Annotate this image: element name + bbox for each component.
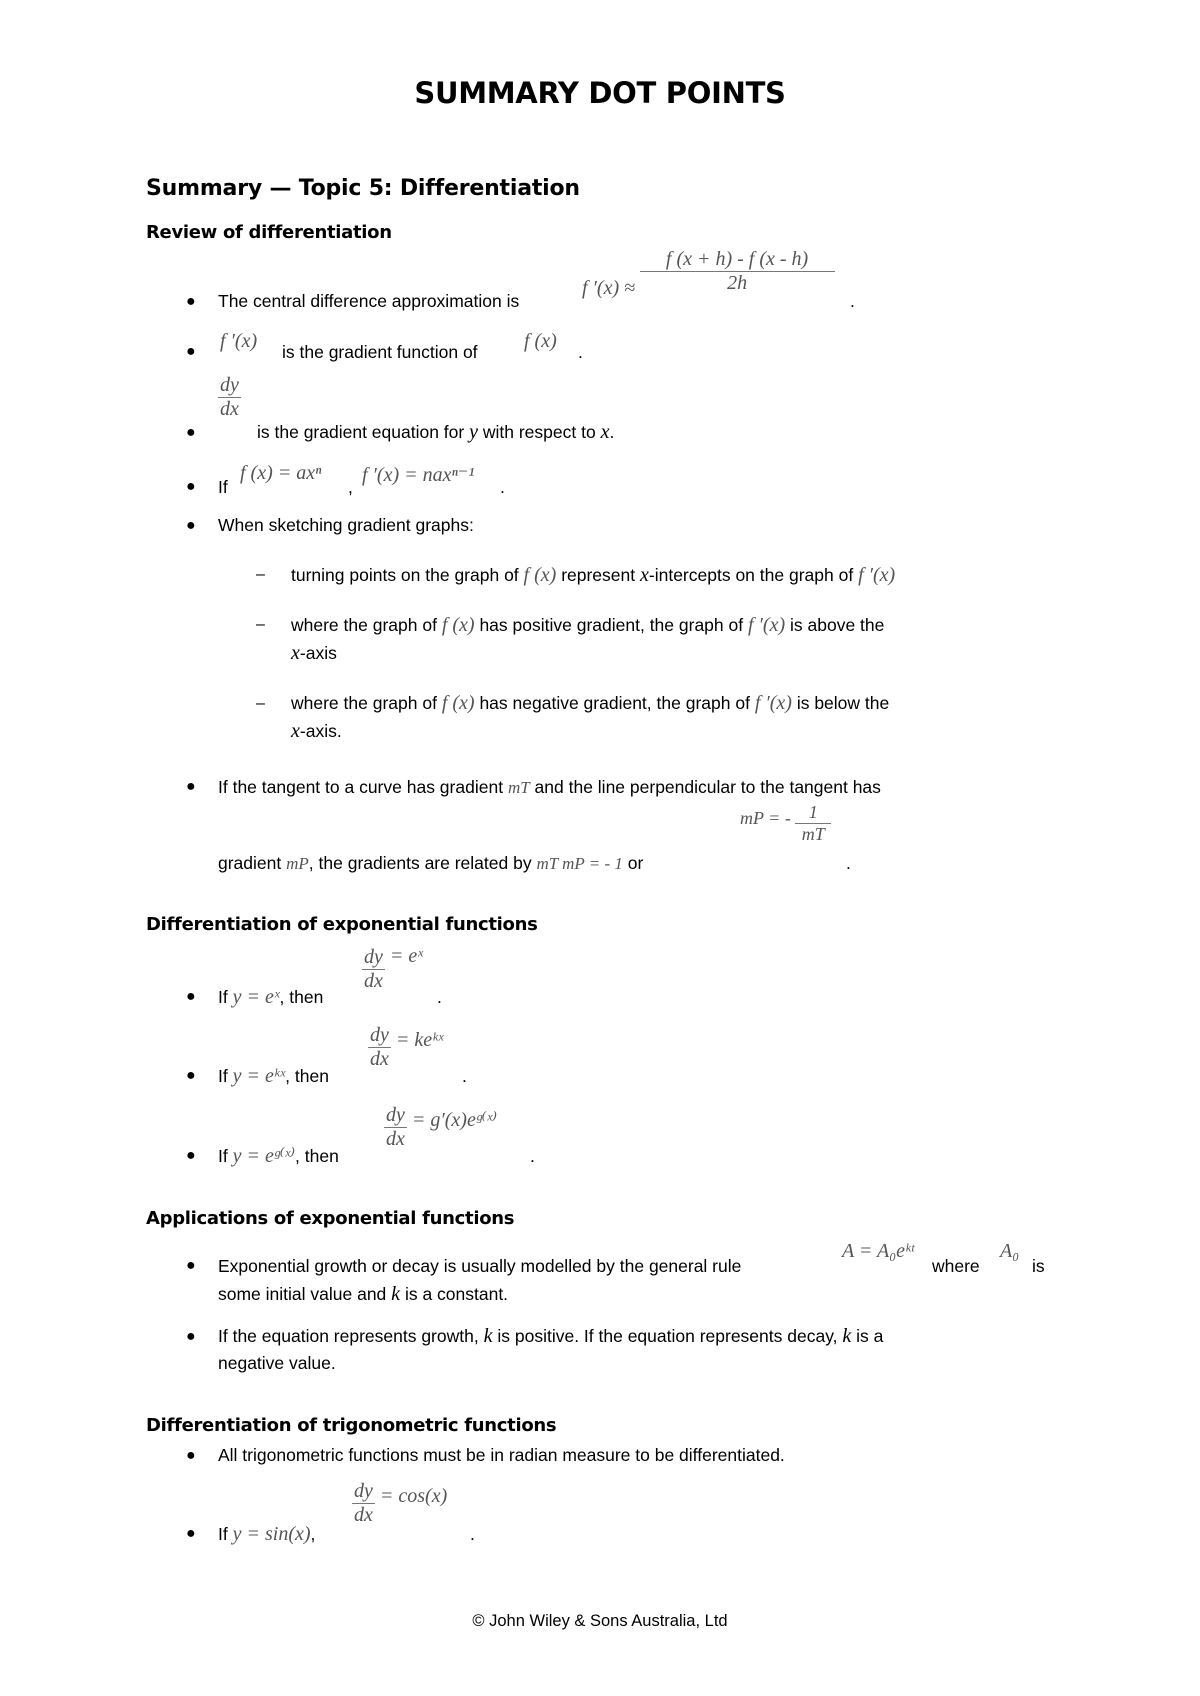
bullet: ● bbox=[186, 343, 196, 360]
formula-dydx: $\frac{dy}{dx}$ bbox=[220, 374, 239, 420]
topic-heading: Summary — Topic 5: Differentiation bbox=[146, 176, 580, 201]
review-bullet-6-text: If the tangent to a curve has gradient mT and the line perpendicular to the tangent has bbox=[218, 777, 881, 797]
review-bullet-2-text: is the gradient function of bbox=[282, 342, 478, 362]
bullet: ● bbox=[186, 478, 196, 495]
review-bullet-3-text: is the gradient equation for y with respect to x. bbox=[257, 421, 615, 443]
formula-power-function: f (x) = axⁿ bbox=[240, 462, 322, 484]
section-heading-review: Review of differentiation bbox=[146, 222, 392, 243]
section-heading-exp-diff: Differentiation of exponential functions bbox=[146, 914, 538, 935]
bullet: ● bbox=[186, 1257, 196, 1274]
trig-bullet-2: If y = sin(x), bbox=[218, 1523, 316, 1545]
bullet: ● bbox=[186, 517, 196, 534]
review-bullet-5-text: When sketching gradient graphs: bbox=[218, 515, 474, 535]
bullet: ● bbox=[186, 1447, 196, 1464]
bullet: ● bbox=[186, 778, 196, 795]
section-heading-trig: Differentiation of trigonometric functions bbox=[146, 1415, 557, 1436]
review-bullet-1-text: The central difference approximation is bbox=[218, 291, 520, 311]
central-difference-formula: f ′(x) ≈ $\frac{f (x + h) - f (x - h)}{2h}$ bbox=[582, 248, 835, 295]
app-bullet-1-text: Exponential growth or decay is usually modelled by the general rule bbox=[218, 1256, 742, 1276]
formula-power-derivative: f ′(x) = naxⁿ⁻¹ bbox=[362, 464, 475, 486]
review-bullet-6-cont: gradient mP, the gradients are related by mT mP = - 1 or bbox=[218, 853, 644, 873]
formula-exponential-model: A = A₀eᵏᵗ bbox=[842, 1240, 915, 1262]
app-bullet-1-cont: some initial value and k is a constant. bbox=[218, 1283, 509, 1305]
document-page: SUMMARY DOT POINTS Summary — Topic 5: Differentiation Review of differentiation ● The central difference approximation is f ′(x) ≈ $\frac{f (x + h) - f (x - h)}{2h}$ . ● f ′(x) is the gradient function of f (x) . ● $\frac{dy}{dx}$ is the gradient equation for y with respect to x. ● If f (x) = axⁿ , f ′(x) = naxⁿ⁻¹ . ● When sketching gradient graphs: – turning points on the graph of f (x) represent x-intercepts on the graph of f ′(x) – where the graph of f (x) has positive gradient, the graph of f ′(x) is above the x-axis – where the graph of f (x) has negative gradient, the graph of f ′(x) is below the x-axis. ● If the tangent to a curve has gradient mT and the line perpendicular to the tangent has gradient mP, the gradients are related by mT mP = - 1 or mP = - $\frac{1}{mT}$ . Differentiation of exponential functions ● If y = eˣ, then $\frac{dy}{dx}$ = eˣ . ● If y = eᵏˣ, then $\frac{dy}{dx}$ = keᵏˣ . ● If y = eᵍ⁽ˣ⁾, then $\frac{dy}{dx}$ = g′(x)eᵍ⁽ˣ⁾ . Applications of exponential functions ● Exponential growth or decay is usually modelled by the general rule A = A₀eᵏᵗ where A₀ is some initial value and k is a constant. ● If the equation represents growth, k is positive. If the equation represents decay, k is a negative value. Differentiation of trigonometric functions ● All trigonometric functions must be in radian measure to be differentiated. ● If y = sin(x), $\frac{dy}{dx}$ = cos(x) . © John Wiley & Sons Australia, Ltd bbox=[0, 0, 1200, 1696]
dash-marker: – bbox=[256, 566, 265, 583]
bullet: ● bbox=[186, 1147, 196, 1164]
trig-bullet-1-text: All trigonometric functions must be in radian measure to be differentiated. bbox=[218, 1445, 785, 1465]
page-footer: © John Wiley & Sons Australia, Ltd bbox=[472, 1612, 728, 1630]
bullet: ● bbox=[186, 1328, 196, 1345]
review-dash-3-cont: x-axis. bbox=[291, 720, 342, 742]
exp-bullet-2: If y = eᵏˣ, then bbox=[218, 1065, 329, 1087]
bullet: ● bbox=[186, 293, 196, 310]
dash-marker: – bbox=[256, 616, 265, 633]
formula-initial-value: A₀ bbox=[1000, 1240, 1020, 1262]
formula-f: f (x) bbox=[524, 330, 557, 352]
bullet: ● bbox=[186, 1067, 196, 1084]
formula-f-prime: f ′(x) bbox=[220, 330, 258, 352]
exp-bullet-3: If y = eᵍ⁽ˣ⁾, then bbox=[218, 1145, 339, 1167]
page-title: SUMMARY DOT POINTS bbox=[414, 76, 786, 110]
formula-kx-derivative: $\frac{dy}{dx}$ = keᵏˣ bbox=[370, 1024, 444, 1070]
exp-bullet-1: If y = eˣ, then bbox=[218, 986, 324, 1008]
formula-gx-derivative: $\frac{dy}{dx}$ = g′(x)eᵍ⁽ˣ⁾ bbox=[386, 1104, 498, 1150]
review-dash-2-cont: x-axis bbox=[291, 642, 337, 664]
review-bullet-4-if: If bbox=[218, 477, 228, 497]
formula-sin-derivative: $\frac{dy}{dx}$ = cos(x) bbox=[354, 1480, 448, 1526]
app-bullet-2-text: If the equation represents growth, k is positive. If the equation represents decay, k is a bbox=[218, 1325, 884, 1347]
review-dash-2-text: where the graph of f (x) has positive gradient, the graph of f ′(x) is above the bbox=[291, 614, 885, 636]
bullet: ● bbox=[186, 988, 196, 1005]
review-dash-3-text: where the graph of f (x) has negative gradient, the graph of f ′(x) is below the bbox=[291, 692, 890, 714]
formula-exp-derivative: $\frac{dy}{dx}$ = eˣ bbox=[364, 945, 423, 992]
bullet: ● bbox=[186, 1525, 196, 1542]
bullet: ● bbox=[186, 424, 196, 441]
app-bullet-2-cont: negative value. bbox=[218, 1353, 336, 1373]
dash-marker: – bbox=[256, 695, 265, 712]
section-heading-exp-app: Applications of exponential functions bbox=[146, 1208, 515, 1229]
formula-perpendicular-gradient: mP = - $\frac{1}{mT}$ bbox=[740, 802, 831, 845]
review-dash-1-text: turning points on the graph of f (x) represent x-intercepts on the graph of f ′(x) bbox=[291, 564, 896, 586]
